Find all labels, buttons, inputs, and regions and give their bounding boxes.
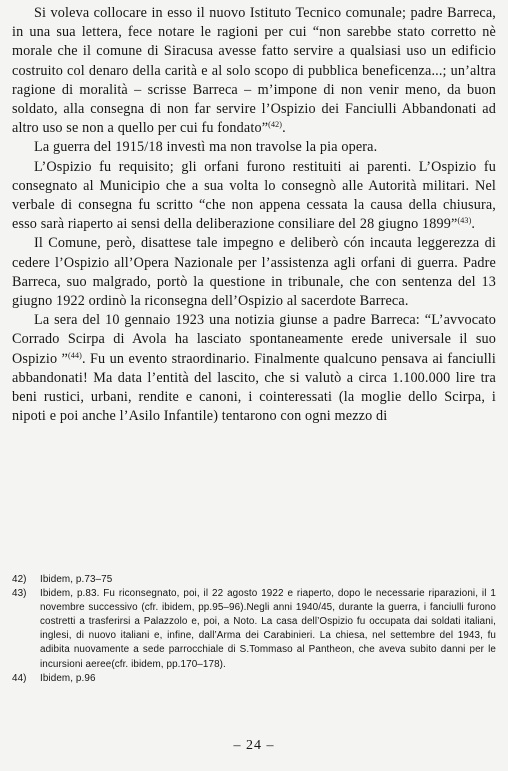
footnote-ref-43: (43) bbox=[457, 216, 472, 226]
footnote-44 bbox=[12, 672, 496, 686]
paragraph-5: La sera del 10 gennaio 1923 una notizia giunse a padre Barreca: “L’avvocato Corrado Scirpa di Avola ha lasciato spontaneamente erede universale il suo Ospizio ”$^{(44)}$. Fu un evento straordinario. Finalmente qualcuno pensava ai fanciulli abbandonati! Ma data l’entità del lascito, che si valutò a circa 1.100.000 lire tra beni rustici, urbani, rendite e canoni, i cointeressati (la moglie dello Scirpa, i nipoti e poi anche l’Asilo Infantile) tentarono con ogni mezzo di bbox=[12, 312, 496, 425]
footnote-43 bbox=[12, 587, 496, 672]
footnote-text: Ibidem, p.96 bbox=[40, 672, 96, 684]
footnote-number: 44) bbox=[12, 672, 27, 684]
page-number: – 24 – bbox=[233, 738, 275, 753]
footnote-42 bbox=[12, 573, 496, 587]
footnote-number: 43) bbox=[12, 588, 27, 600]
paragraph-2: La guerra del 1915/18 investì ma non travolse la pia opera. bbox=[34, 139, 378, 156]
footnote-text: Ibidem, p.83. Fu riconsegnato, poi, il 22 agosto 1922 e riaperto, dopo le necessarie riparazioni, il 1 novembre successivo (cfr. ibidem, pp.95–96).Negli anni 1940/45, durante la guerra, i fanciulli furono costretti a trasferirsi a Palazzolo e, poi, a Noto. La casa dell’Ospizio fu occupata dai soldati italiani, inglesi, di nuovo italiani e, infine, dall’Arma dei Carabinieri. La chiesa, nel settembre del 1943, fu adibita nuovamente a sede parrocchiale di S.Tommaso al Pantheon, che aveva subito danni per le incursioni aeree(cfr. ibidem, pp.170–178). bbox=[40, 588, 496, 670]
paragraph-3: L’Ospizio fu requisito; gli orfani furono restituiti ai parenti. L’Ospizio fu consegnato al Municipio che a sua volta lo consegnò alle Autorità militari. Nel verbale di consegna fu scritto “che non appena cessata la causa della chiusura, esso sarà riaperto ai sensi della deliberazione consiliare del 28 giugno 1899”$^{(43)}$. bbox=[12, 158, 496, 233]
body-text bbox=[12, 4, 496, 426]
paragraph-4: Il Comune, però, disattese tale impegno e deliberò cón incauta leggerezza di cedere l’Ospizio all’Opera Nazionale per l’assistenza agli orfani di guerra. Padre Barreca, suo malgrado, portò la questione in tribunale, che con sentenza del 13 giugno 1922 ordinò la riconsegna dell’Ospizio al sacerdote Barreca. bbox=[12, 235, 496, 310]
footnote-ref-42: (42) bbox=[268, 120, 283, 130]
paragraph-1: Si voleva collocare in esso il nuovo Istituto Tecnico comunale; padre Barreca, in una sua lettera, fece notare le ragioni per cui “non sarebbe stato corretto nè morale che il comune di Siracusa avesse fatto servire a qualsiasi uso un edificio costruito col denaro della carità e al solo scopo di pubblica beneficenza...; un’altra ragione di moralità – scrisse Barreca – m’impone di non venir meno, da buon soldato, alla consegna di non far servire l’Ospizio dei Fanciulli Abbandonati ad altro uso se non a quello per cui fu fondato”$^{(42)}$. bbox=[12, 5, 496, 137]
footnotes bbox=[12, 573, 496, 686]
footnote-number: 42) bbox=[12, 574, 27, 585]
footnote-text: Ibidem, p.73–75 bbox=[40, 574, 113, 585]
footnote-ref-44: (44) bbox=[68, 350, 82, 360]
